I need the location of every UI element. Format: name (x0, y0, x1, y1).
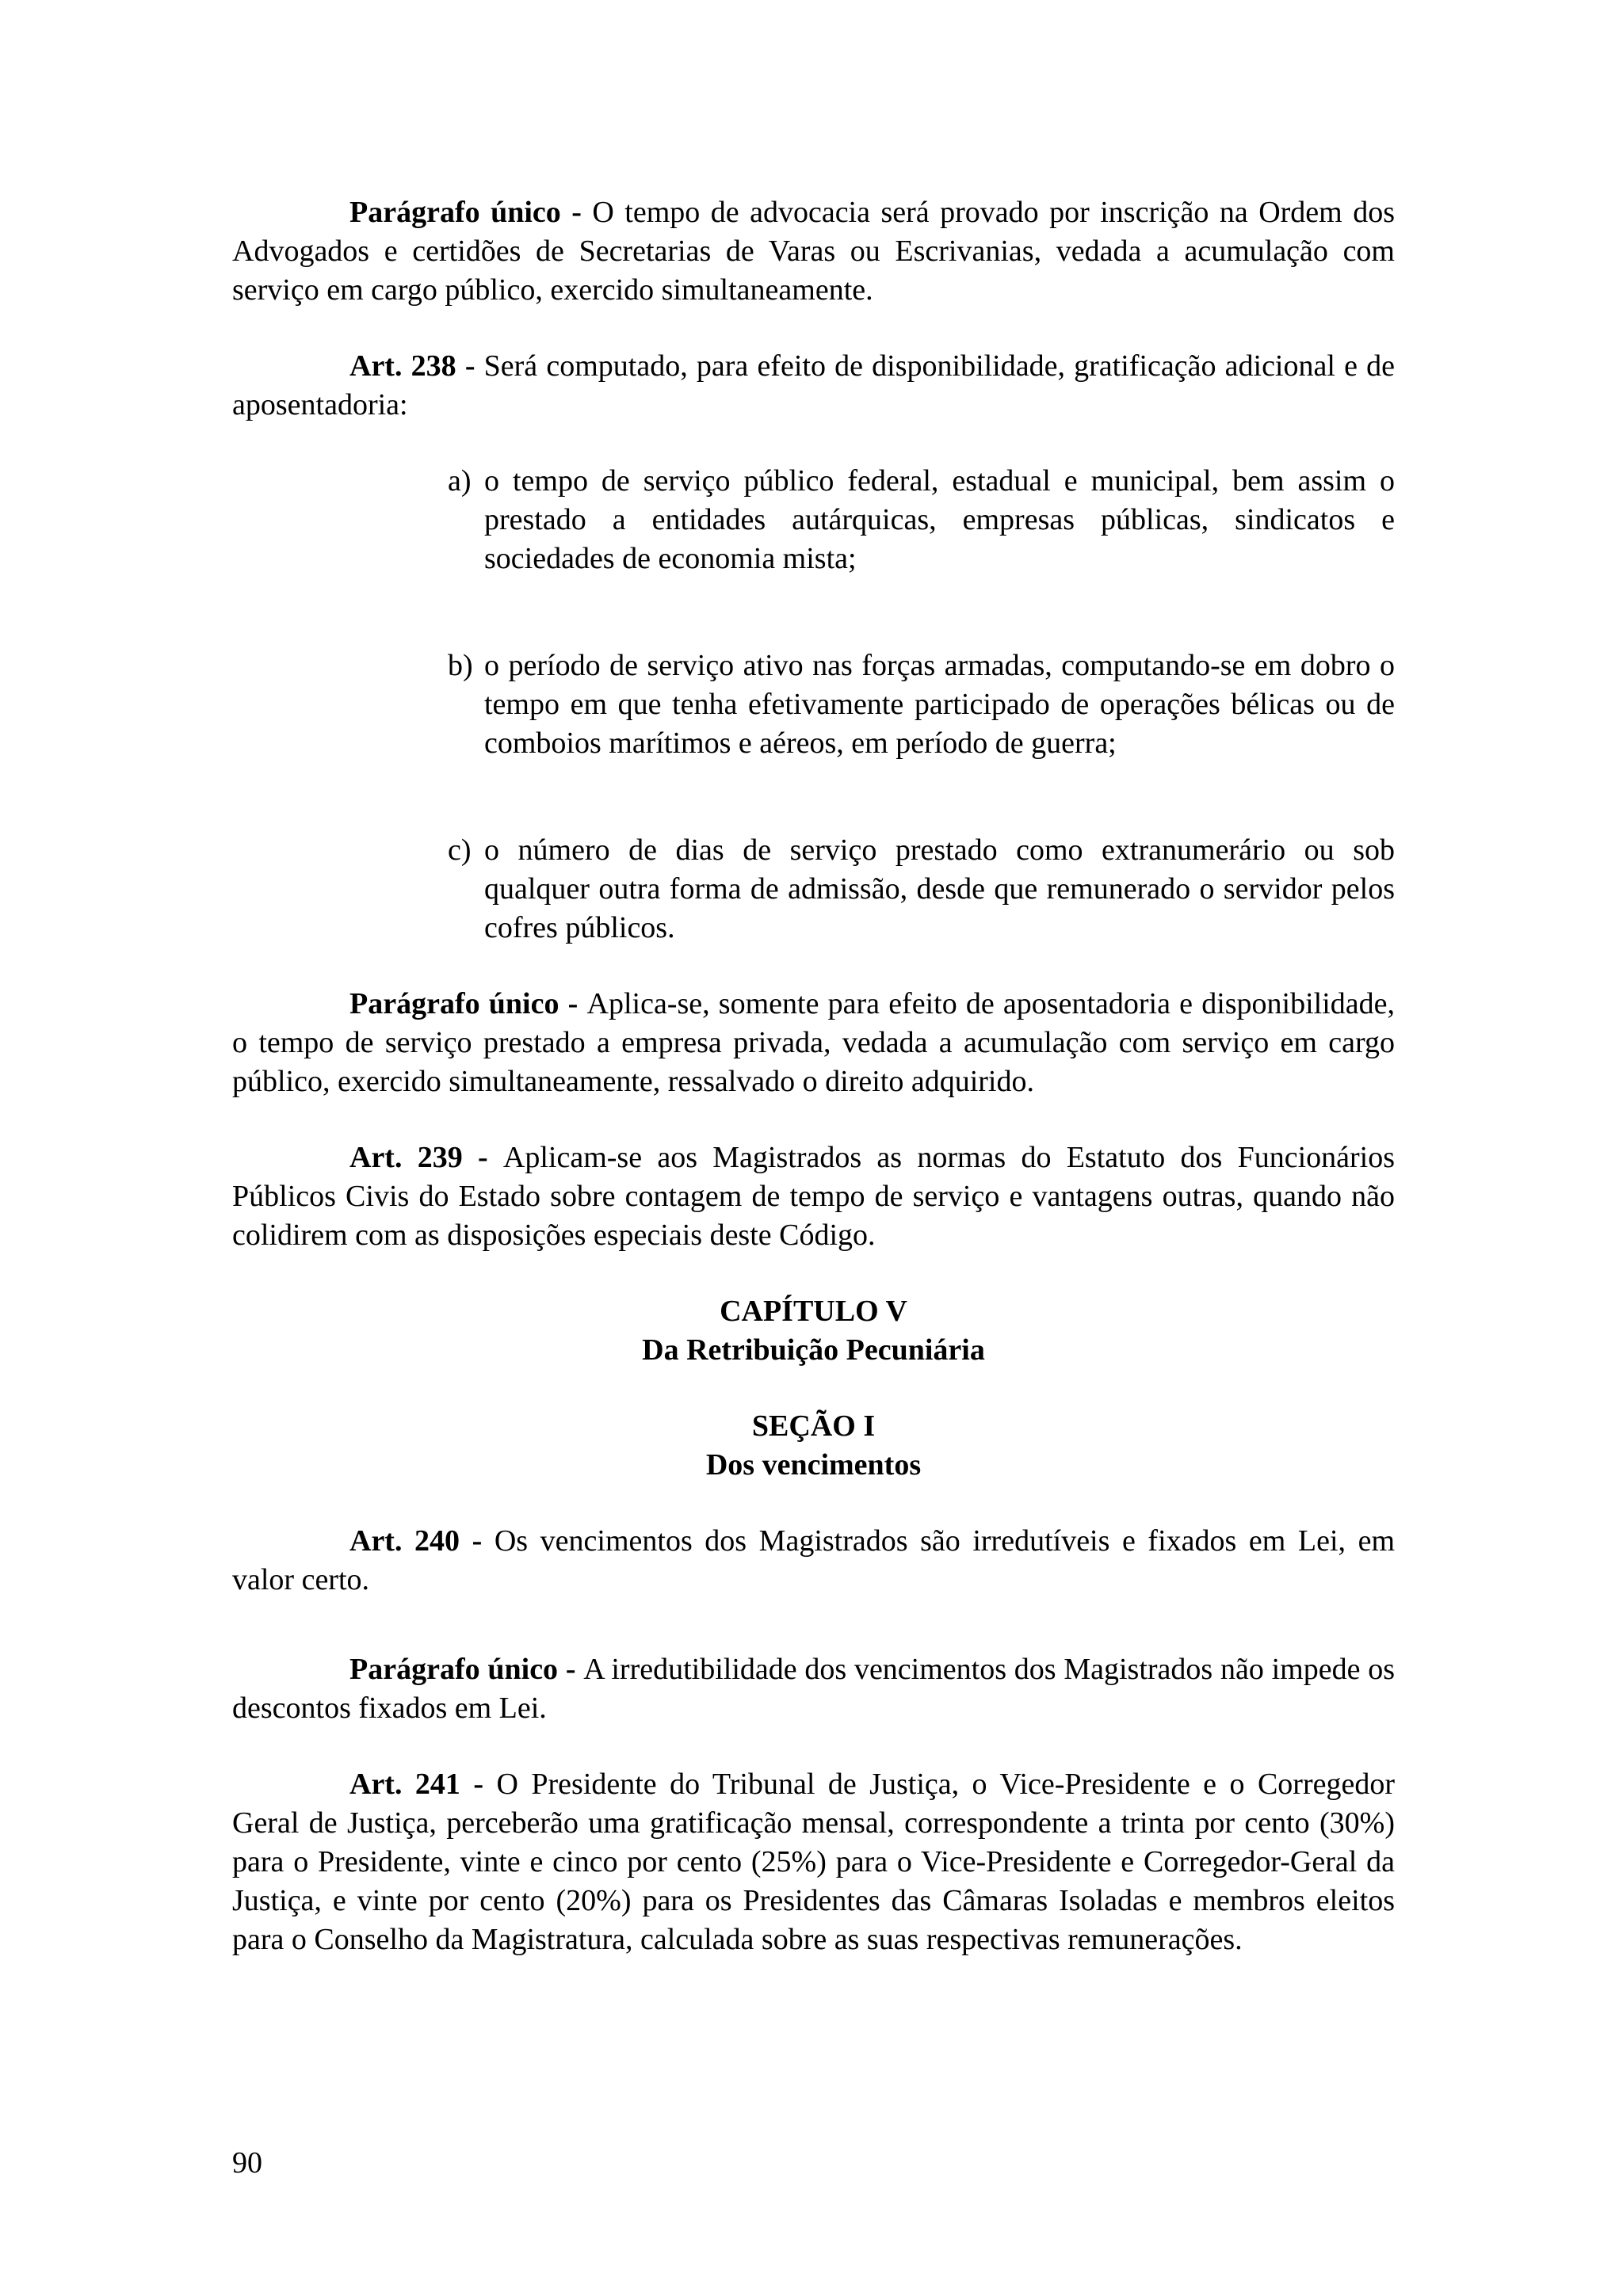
chapter-subtitle: Da Retribuição Pecuniária (642, 1333, 985, 1367)
list-item-text: o período de serviço ativo nas forças armadas, computando-se em dobro o tempo em que tenha efetivamente participado de operações bélicas ou de comboios marítimos e aéreos, em período de guerra; (484, 649, 1395, 760)
article-text: Os vencimentos dos Magistrados são irredutíveis e fixados em Lei, em valor certo. (232, 1524, 1396, 1596)
paragrafo-unico-3 (232, 1650, 1395, 1728)
article-label: Art. 241 - (349, 1768, 497, 1801)
paragraph-label: Parágrafo único - (349, 1653, 584, 1686)
list-item-text: o tempo de serviço público federal, estadual e municipal, bem assim o prestado a entidades autárquicas, empresas públicas, sindicatos e sociedades de economia mista; (484, 464, 1395, 575)
list-item-text: o número de dias de serviço prestado como extranumerário ou sob qualquer outra forma de admissão, desde que remunerado o servidor pelos cofres públicos. (484, 833, 1395, 944)
article-label: Art. 238 - (349, 349, 484, 383)
paragrafo-unico-1 (232, 193, 1395, 310)
article-240 (232, 1522, 1395, 1600)
paragraph-label: Parágrafo único - (349, 987, 587, 1020)
article-238-items (448, 462, 1395, 948)
article-238 (232, 347, 1395, 425)
article-label: Art. 240 - (349, 1524, 495, 1558)
chapter-heading (232, 1292, 1395, 1370)
list-item-a (448, 462, 1395, 578)
paragrafo-unico-2 (232, 985, 1395, 1101)
list-item-marker: b) (448, 649, 473, 682)
article-239 (232, 1138, 1395, 1255)
chapter-title: CAPÍTULO V (720, 1295, 907, 1328)
paragraph-label: Parágrafo único - (349, 196, 593, 229)
article-text: Será computado, para efeito de disponibilidade, gratificação adicional e de aposentadoria: (232, 349, 1395, 421)
paragraph-text: A irredutibilidade dos vencimentos dos Magistrados não impede os descontos fixados em Lei. (232, 1653, 1395, 1725)
section-heading (232, 1407, 1395, 1485)
section-subtitle: Dos vencimentos (705, 1448, 922, 1482)
paragraph-text: O tempo de advocacia será provado por inscrição na Ordem dos Advogados e certidões de Secretarias de Varas ou Escrivanias, vedada a acumulação com serviço em cargo público, exercido simultaneamente. (232, 196, 1395, 307)
paragraph-text: Aplica-se, somente para efeito de aposentadoria e disponibilidade, o tempo de serviço prestado a empresa privada, vedada a acumulação com serviço em cargo público, exercido simultaneamente, ressalvado o direito adquirido. (232, 987, 1396, 1098)
article-241 (232, 1765, 1395, 1959)
article-label: Art. 239 - (349, 1141, 503, 1174)
document-page (232, 193, 1395, 1959)
section-title: SEÇÃO I (751, 1409, 876, 1443)
list-item-c (448, 831, 1395, 948)
list-item-b (448, 646, 1395, 763)
list-item-marker: c) (448, 833, 472, 867)
article-text: O Presidente do Tribunal de Justiça, o Vice-Presidente e o Corregedor Geral de Justiça, perceberão uma gratificação mensal, correspondente a trinta por cento (30%) para o Presidente, vinte e cinco por cento (25%) para o Vice-Presidente e Corregedor-Geral da Justiça, e vinte por cento (20%) para os Presidentes das Câmaras Isoladas e membros eleitos para o Conselho da Magistratura, calculada sobre as suas respectivas remunerações. (232, 1768, 1395, 1956)
article-text: Aplicam-se aos Magistrados as normas do Estatuto dos Funcionários Públicos Civis do Estado sobre contagem de tempo de serviço e vantagens outras, quando não colidirem com as disposições especiais deste Código. (232, 1141, 1395, 1252)
list-item-marker: a) (448, 464, 472, 498)
page-number: 90 (232, 2146, 262, 2180)
